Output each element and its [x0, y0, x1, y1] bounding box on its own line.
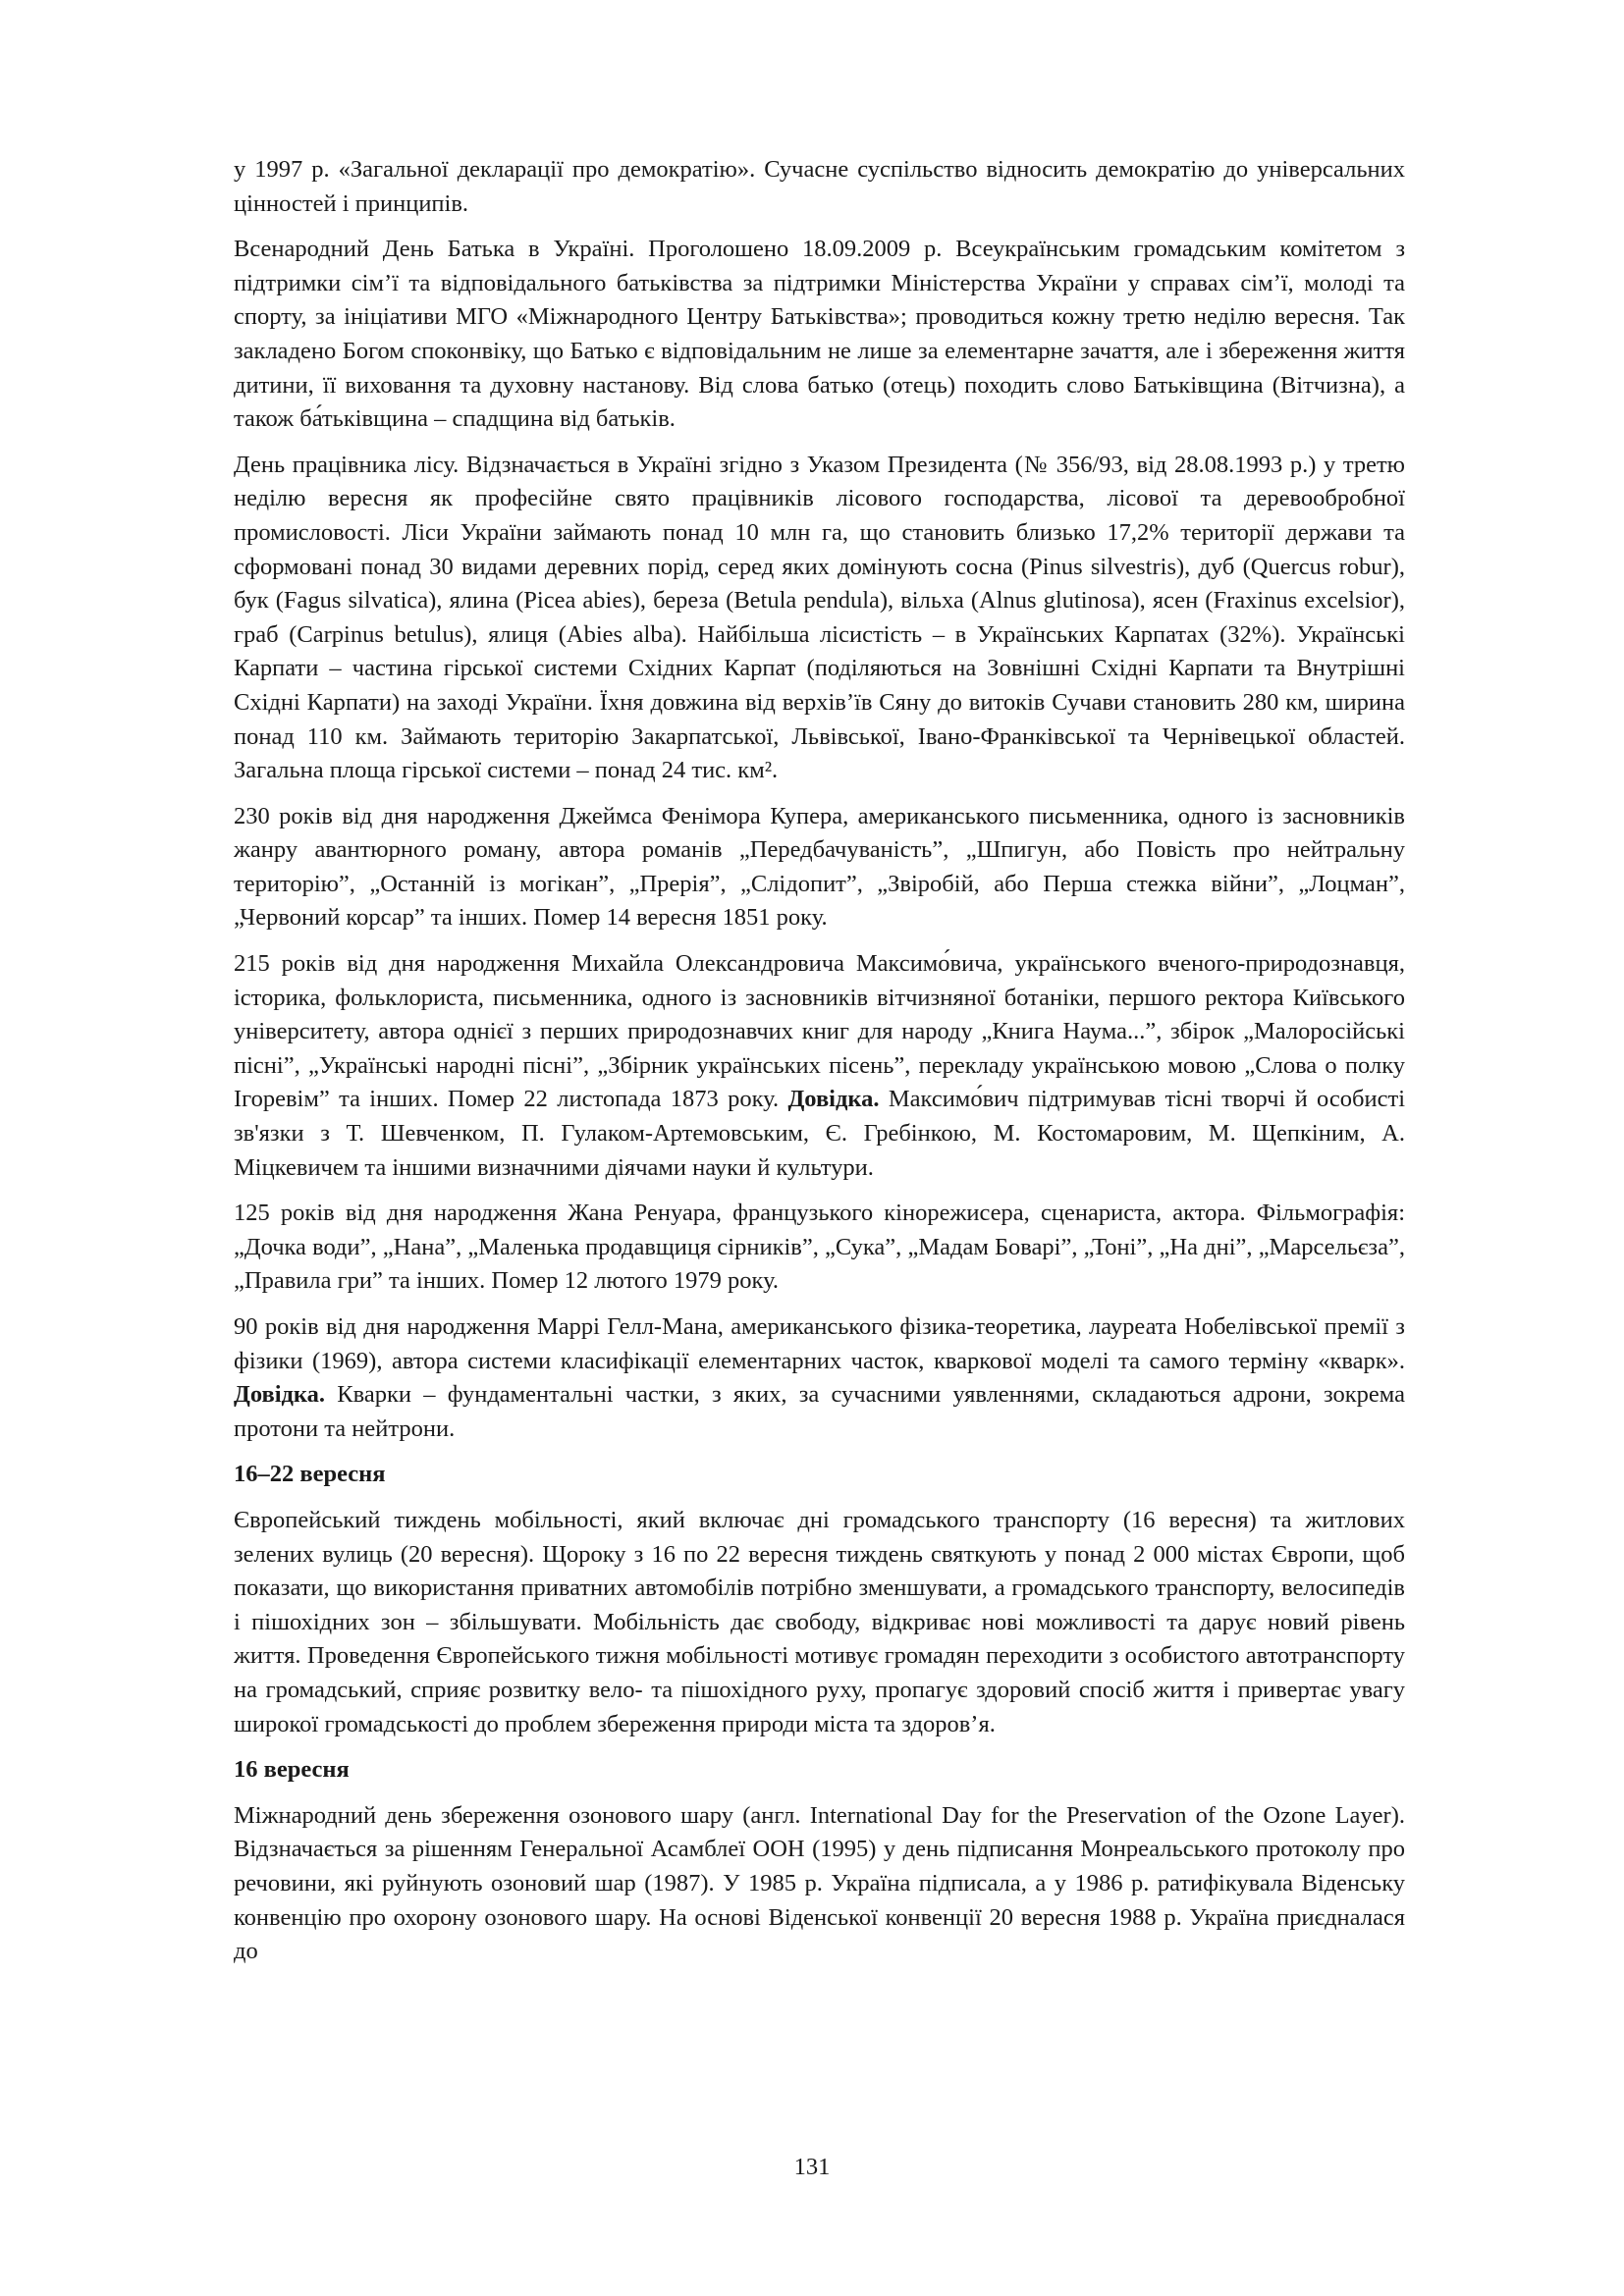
paragraph-gell-mann-main: 90 років від дня народження Маррі Гелл-Мана, американського фізика-теоретика, лауреата Нобелівської премії з фізики (1969), автора системи класифікації елементарних часток, кваркової моделі та самого терміну «кварк». [234, 1313, 1405, 1374]
paragraph-cooper: 230 років від дня народження Джеймса Фенімора Купера, американського письменника, одного із засновників жанру авантюрного роману, автора романів „Передбачуваність”, „Шпигун, або Повість про нейтральну територію”, „Останній із могікан”, „Прерія”, „Слідопит”, „Звіробій, або Перша стежка війни”, „Лоцман”, „Червоний корсар” та інших. Помер 14 вересня 1851 року. [234, 802, 1405, 932]
page-number: 131 [793, 2154, 831, 2180]
paragraph-ozone-day: Міжнародний день збереження озонового шару (англ. International Day for the Preservation of the Ozone Layer). Відзначається за рішенням Генеральної Асамблеї ООН (1995) у день підписання Монреальського протоколу про речовини, які руйнують озоновий шар (1987). У 1985 р. Україна підписала, а у 1986 р. ратифікувала Віденську конвенцію про охорону озонового шару. На основі Віденської конвенції 20 вересня 1988 р. Україна приєдналася до [234, 1801, 1405, 1965]
document-page [234, 153, 1405, 1981]
paragraph-gell-mann [234, 1310, 1405, 1446]
paragraph-renoir: 125 років від дня народження Жана Ренуара, французького кінорежисера, сценариста, актора. Фільмографія: „Дочка води”, „Нана”, „Маленька продавщиця сірників”, „Сука”, „Мадам Боварі”, „Тоні”, „На дні”, „Марсельєза”, „Правила гри” та інших. Помер 12 лютого 1979 року. [234, 1200, 1405, 1295]
paragraph-maksymovych-main: 215 років від дня народження Михайла Олександровича Максимо́вича, українського вченого-природознавця, історика, фольклориста, письменника, одного із засновників вітчизняної ботаніки, першого ректора Київського університету, автора однієї з перших природознавчих книг для народу „Книга Наума...”, збірок „Малоросійські пісні”, „Українські народні пісні”, „Збірник українських пісень”, перекладу українською мовою „Слова о полку Ігоревім” та інших. Помер 22 листопада 1873 року. [234, 950, 1405, 1113]
paragraph-fathers-day: Всенародний День Батька в Україні. Проголошено 18.09.2009 р. Всеукраїнським громадським комітетом з підтримки сім’ї та відповідального батьківства за підтримки Міністерства України у справах сім’ї, молоді та спорту, за ініціативи МГО «Міжнародного Центру Батьківства»; проводиться кожну третю неділю вересня. Так закладено Богом споконвіку, що Батько є відповідальним не лише за елементарне зачаття, але і збереження життя дитини, її виховання та духовну настанову. Від слова батько (отець) походить слово Батьківщина (Вітчизна), а також ба́тьківщина – спадщина від батьків. [234, 236, 1405, 433]
section-heading-16-september: 16 вересня [234, 1756, 350, 1784]
paragraph-maksymovych [234, 947, 1405, 1185]
reference-label: Довідка. [787, 1086, 880, 1113]
section-heading-16-22-september: 16–22 вересня [234, 1461, 386, 1488]
paragraph-forestry-day: День працівника лісу. Відзначається в Україні згідно з Указом Президента (№ 356/93, від 28.08.1993 р.) у третю неділю вересня як професійне свято працівників лісового господарства, лісової та деревообробної промисловості. Ліси України займають понад 10 млн га, що становить близько 17,2% території держави та сформовані понад 30 видами деревних порід, серед яких домінують сосна (Pinus silvestris), дуб (Quercus robur), бук (Fagus silvatica), ялина (Picea abies), береза (Betula pendula), вільха (Alnus glutinosa), ясен (Fraxinus excelsior), граб (Carpinus betulus), ялиця (Abies alba). Найбільша лісистість – в Українських Карпатах (32%). Українські Карпати – частина гірської системи Східних Карпат (поділяються на Зовнішні Східні Карпати та Внутрішні Східні Карпати) на заході України. Їхня довжина від верхів’їв Сяну до витоків Сучави становить 280 км, ширина понад 110 км. Займають територію Закарпатської, Львівської, Івано-Франківської та Чернівецької областей. Загальна площа гірської системи – понад 24 тис. км². [234, 451, 1405, 784]
paragraph-maksymovych-reference: Максимо́вич підтримував тісні творчі й особисті зв'язки з Т. Шевченком, П. Гулаком-Артемовським, Є. Гребінкою, М. Костомаровим, М. Щепкіним, А. Міцкевичем та іншими визначними діячами науки й культури. [234, 1086, 1406, 1181]
paragraph-gell-mann-reference: Кварки – фундаментальні частки, з яких, за сучасними уявленнями, складаються адрони, зокрема протони та нейтрони. [234, 1381, 1406, 1442]
paragraph-democracy-continued: у 1997 р. «Загальної декларації про демократію». Сучасне суспільство відносить демократію до універсальних цінностей і принципів. [234, 156, 1405, 217]
reference-label: Довідка. [234, 1381, 326, 1409]
paragraph-mobility-week: Європейський тиждень мобільності, який включає дні громадського транспорту (16 вересня) та житлових зелених вулиць (20 вересня). Щороку з 16 по 22 вересня тиждень святкують у понад 2 000 містах Європи, щоб показати, що використання приватних автомобілів потрібно зменшувати, а громадського транспорту, велосипедів і пішохідних зон – збільшувати. Мобільність дає свободу, відкриває нові можливості та дарує новий рівень життя. Проведення Європейського тижня мобільності мотивує громадян переходити з особистого автотранспорту на громадський, сприяє розвитку вело- та пішохідного руху, пропагує здоровий спосіб життя і привертає увагу широкої громадськості до проблем збереження природи міста та здоров’я. [234, 1506, 1405, 1737]
